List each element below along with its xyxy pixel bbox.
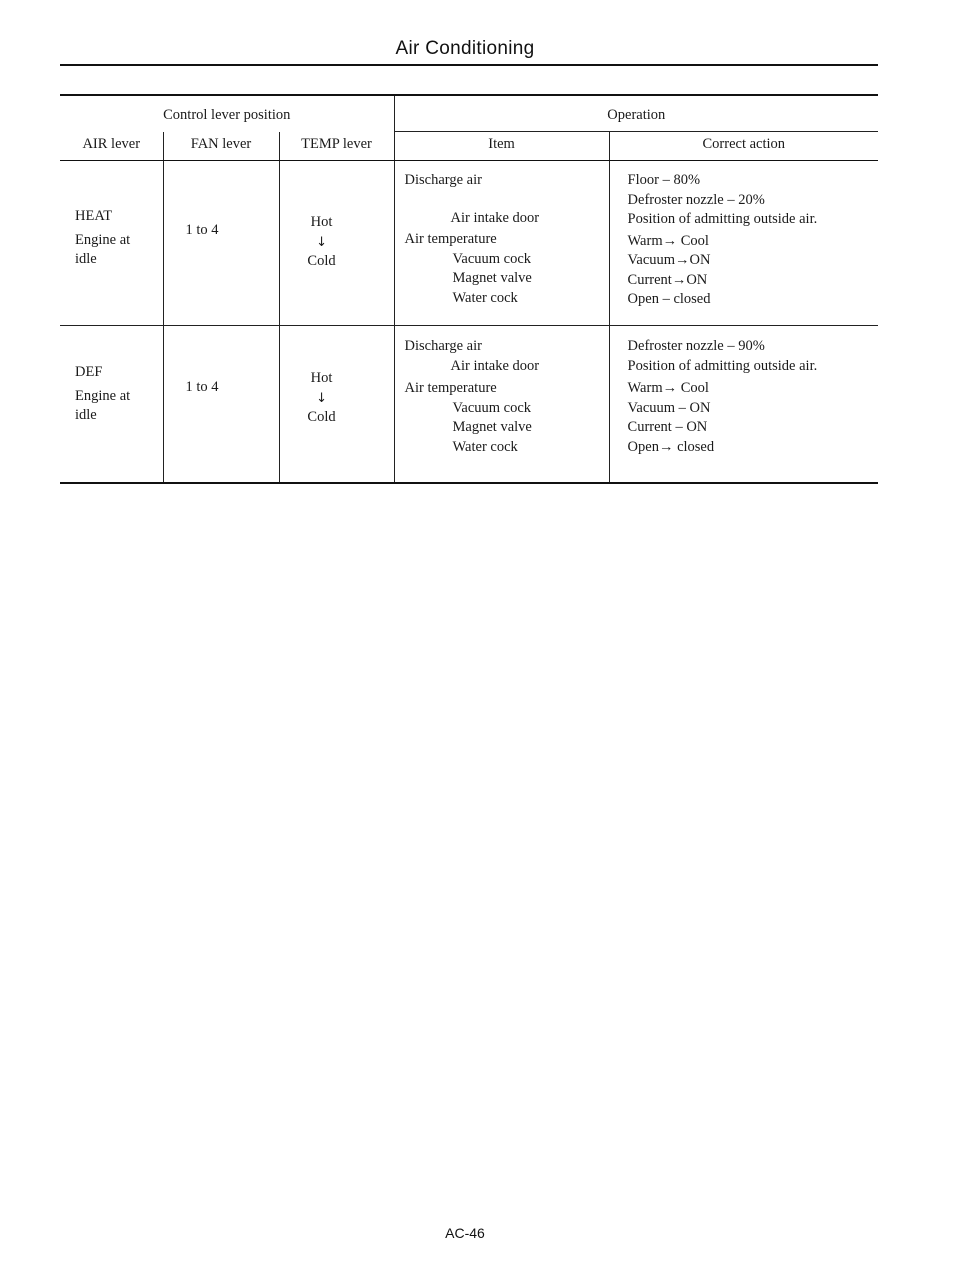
list-item: Warm→ Cool [627,232,709,249]
list-item: Position of admitting outside air. [627,211,818,227]
list-item: Position of admitting outside air. [627,357,818,374]
list-item: Current→ON [627,271,708,288]
list-item: Current – ON [627,419,708,435]
page-number: AC-46 [445,1225,485,1241]
list-item: Vacuum→ON [627,252,711,268]
action-cell [609,326,878,483]
control-lever-header: Control lever position [60,95,394,132]
title-rule [60,64,878,66]
operation-header: Operation [394,95,878,132]
list-item: Water cock [452,289,518,306]
operation-table [60,94,878,484]
air-note: Engine at [75,231,131,248]
list-item: Vacuum cock [452,399,532,416]
temp-from: Hot [310,370,333,386]
air-lever-cell [60,161,163,326]
arrow-down-icon: ↓ [316,390,327,406]
fan-lever-cell [163,326,279,483]
list-item: Discharge air [404,172,482,188]
action-cell [609,161,878,326]
temp-to: Cold [307,408,336,425]
air-note: idle [75,407,97,423]
fan-range: 1 to 4 [185,222,219,238]
temp-lever-header: TEMP lever [279,132,394,161]
air-note: Engine at [75,387,131,404]
list-item: Air temperature [404,231,497,247]
list-item: Water cock [452,438,518,455]
list-item: Vacuum cock [452,250,532,267]
correct-action-header: Correct action [609,132,878,161]
fan-range: 1 to 4 [185,379,219,395]
table-row [60,161,878,326]
page-title: Air Conditioning [395,38,535,59]
list-item: Air temperature [404,380,497,396]
air-mode: DEF [75,364,103,380]
temp-lever-cell [279,326,394,483]
group-header-row [60,95,878,132]
fan-lever-header: FAN lever [163,132,279,161]
item-cell [394,326,609,483]
list-item: Open→ closed [627,438,715,455]
table-row [60,326,878,483]
temp-from: Hot [310,214,333,230]
list-item: Vacuum – ON [627,399,711,416]
list-item: Magnet valve [452,270,532,286]
list-item: Defroster nozzle – 20% [627,191,765,208]
list-item: Floor – 80% [627,172,701,188]
air-mode: HEAT [75,208,113,224]
list-item: Open – closed [627,291,711,307]
list-item: Warm→ Cool [627,380,709,396]
air-note: idle [75,251,97,267]
list-item: Air intake door [450,357,540,374]
list-item: Magnet valve [452,419,532,435]
list-item: Defroster nozzle – 90% [627,338,765,354]
temp-lever-cell [279,161,394,326]
list-item: Air intake door [450,209,540,226]
arrow-down-icon: ↓ [316,234,327,250]
air-lever-cell [60,326,163,483]
item-cell [394,161,609,326]
item-header: Item [394,132,609,161]
column-header-row [60,132,878,161]
temp-to: Cold [307,252,336,269]
fan-lever-cell [163,161,279,326]
list-item: Discharge air [404,338,482,354]
air-lever-header: AIR lever [60,132,163,161]
